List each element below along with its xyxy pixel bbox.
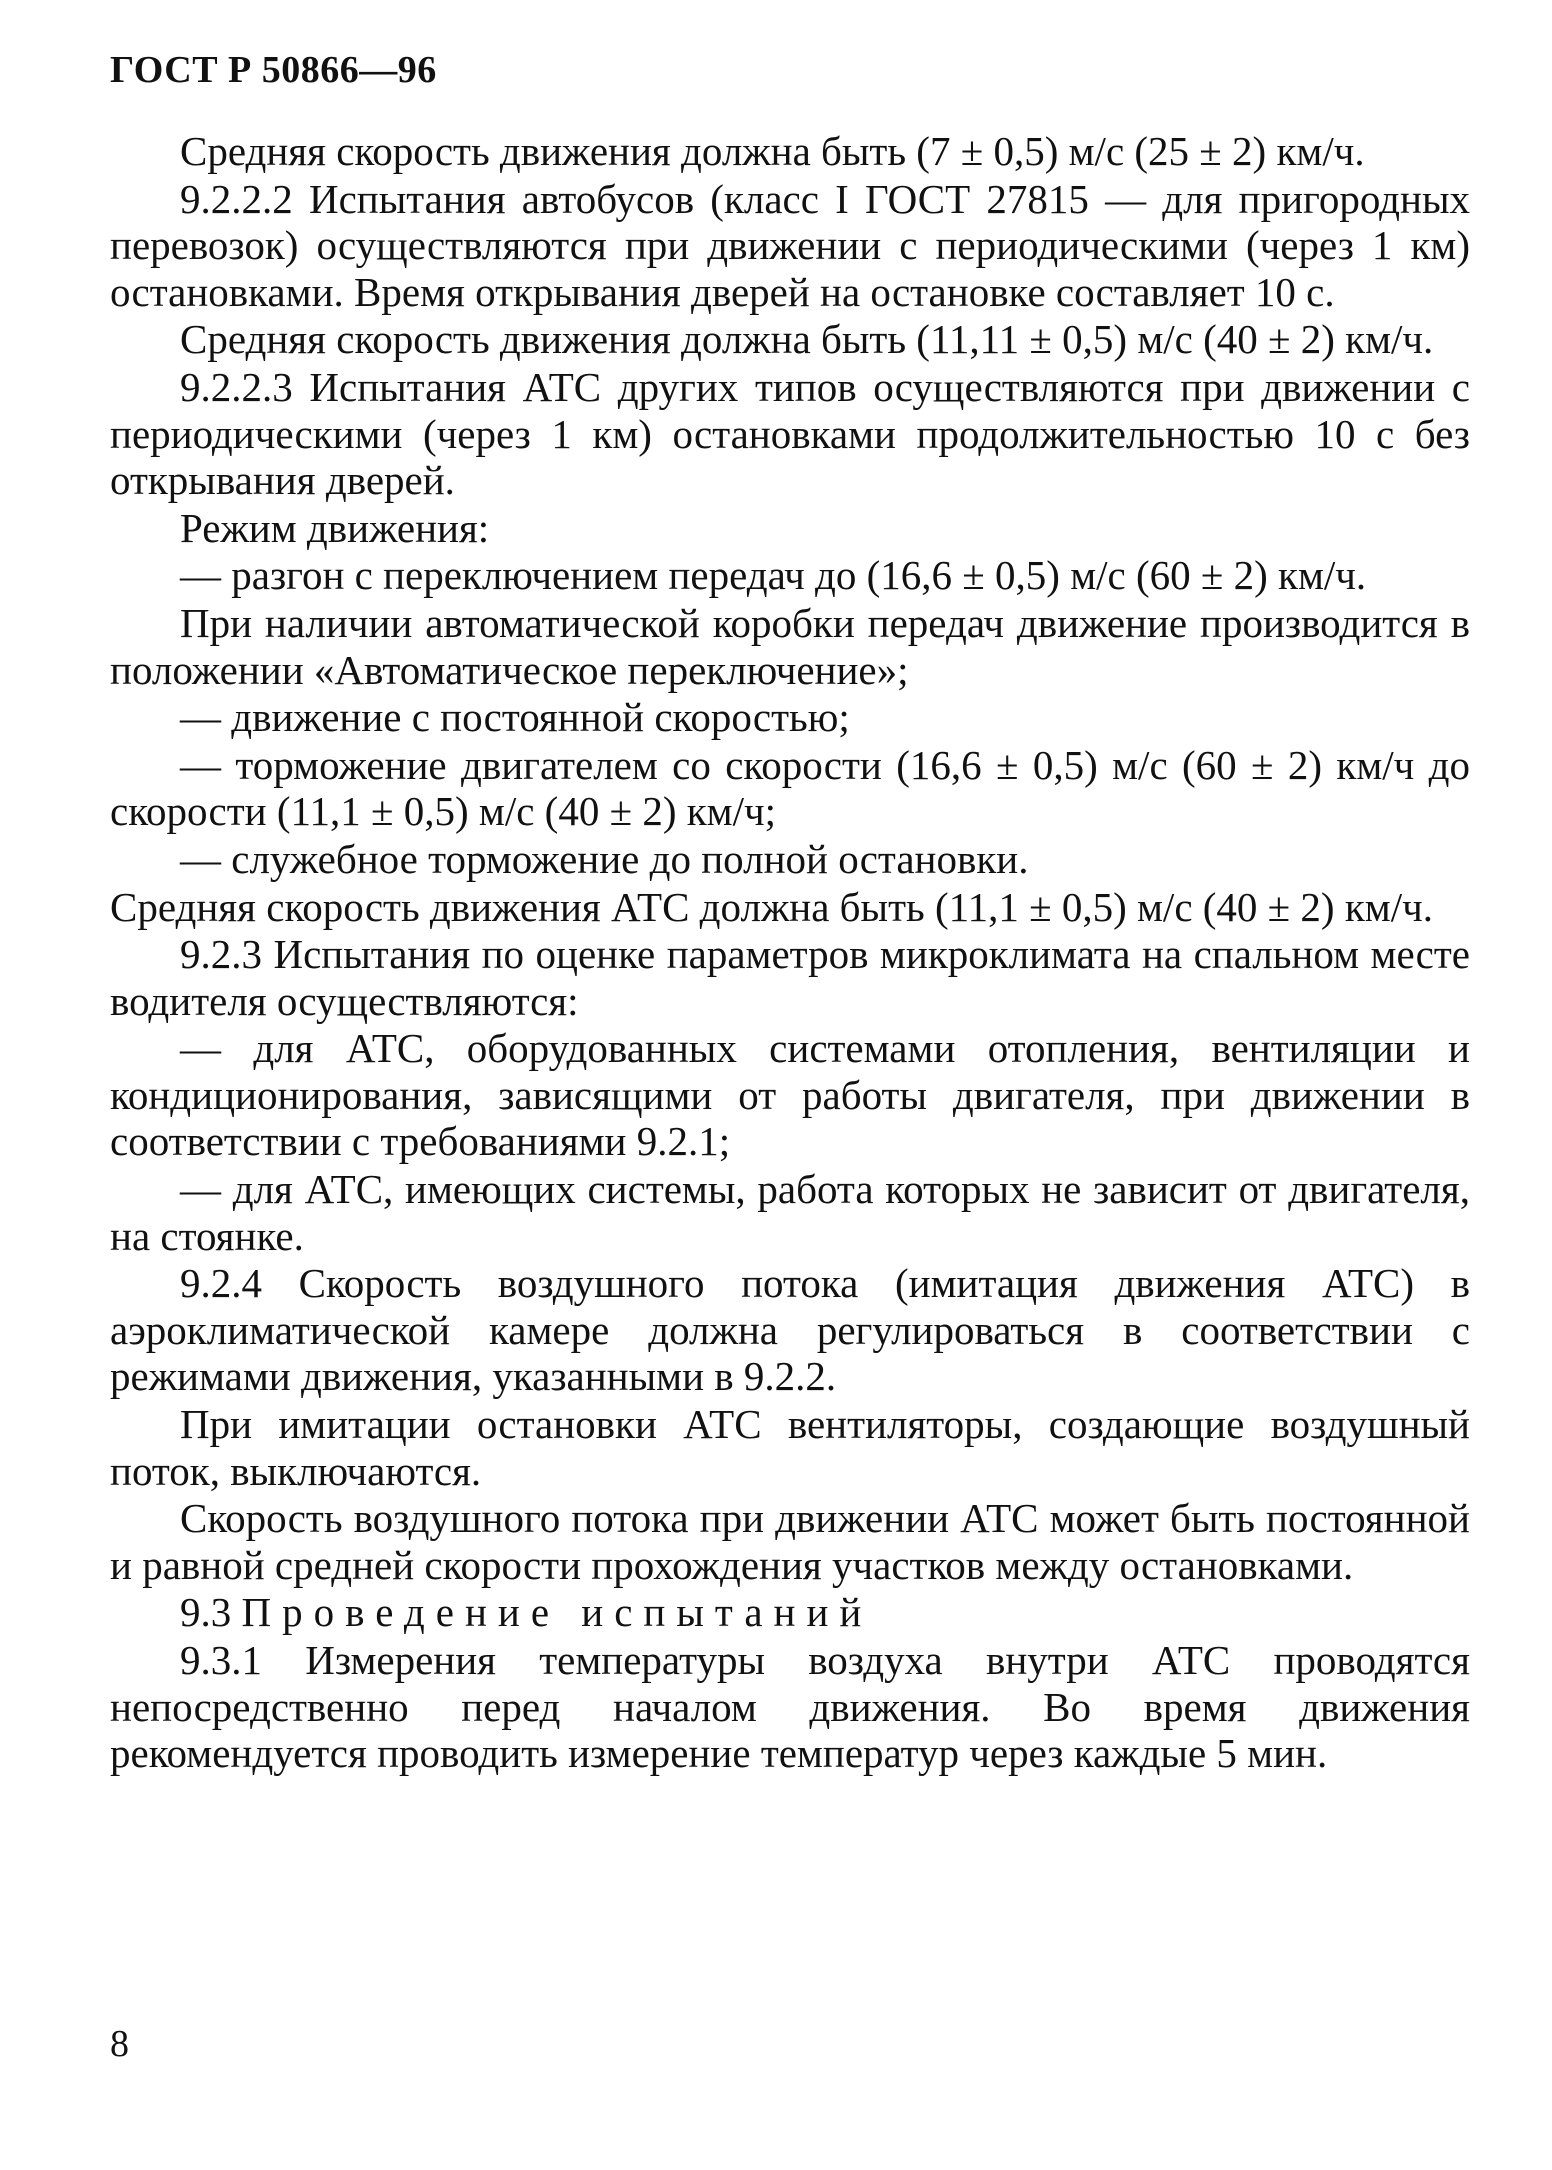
paragraph: Режим движения: <box>180 504 490 551</box>
paragraph: 9.2.2.2 Испытания автобусов (класс I ГОСТ 27815 — для пригородных перевозок) осуществляются при движении с периодическими (через 1 км) остановками. Время открывания дверей на остановке составляет 10 с. <box>110 175 1470 315</box>
list-item: — торможение двигателем со скорости (16,6 ± 0,5) м/с (60 ± 2) км/ч до скорости (11,1 ± 0,5) м/с (40 ± 2) км/ч; <box>110 741 1470 835</box>
section-heading <box>110 1589 1470 1636</box>
paragraph: Средняя скорость движения должна быть (11,11 ± 0,5) м/с (40 ± 2) км/ч. <box>180 316 1434 363</box>
paragraph: Скорость воздушного потока при движении АТС может быть постоянной и равной средней скорости прохождения участков между остановками. <box>110 1495 1470 1588</box>
section-title: Проведение испытаний <box>241 1589 873 1636</box>
paragraph: 9.2.3 Испытания по оценке параметров микроклимата на спальном месте водителя осуществляются: <box>110 931 1470 1024</box>
document-header: ГОСТ Р 50866—96 <box>110 49 437 91</box>
list-item: — разгон с переключением передач до (16,6 ± 0,5) м/с (60 ± 2) км/ч. <box>180 552 1367 599</box>
paragraph: При наличии автоматической коробки передач движение производится в положении «Автоматическое переключение»; <box>110 599 1470 693</box>
list-item: — для АТС, оборудованных системами отопления, вентиляции и кондиционирования, зависящими от работы двигателя, при движении в соответствии с требованиями 9.2.1; <box>110 1025 1470 1165</box>
paragraph: 9.3.1 Измерения температуры воздуха внутри АТС проводятся непосредственно перед началом движения. Во время движения рекомендуется проводить измерение температур через каждые 5 мин. <box>110 1637 1470 1777</box>
paragraph: Средняя скорость движения должна быть (7 ± 0,5) м/с (25 ± 2) км/ч. <box>180 128 1365 174</box>
list-item: — для АТС, имеющих системы, работа которых не зависит от двигателя, на стоянке. <box>110 1166 1470 1259</box>
page-number: 8 <box>110 2023 129 2065</box>
paragraph: При имитации остановки АТС вентиляторы, создающие воздушный поток, выключаются. <box>110 1401 1470 1494</box>
paragraph: Средняя скорость движения АТС должна быть (11,1 ± 0,5) м/с (40 ± 2) км/ч. <box>110 883 1433 930</box>
paragraph: 9.2.2.3 Испытания АТС других типов осуществляются при движении с периодическими (через 1 км) остановками продолжительностью 10 с без открывания дверей. <box>110 363 1470 504</box>
list-item: — служебное торможение до полной остановки. <box>180 835 1029 882</box>
document-body <box>110 128 1470 1778</box>
list-item: — движение с постоянной скоростью; <box>180 694 850 741</box>
paragraph: 9.2.4 Скорость воздушного потока (имитация движения АТС) в аэроклиматической камере должна регулироваться в соответствии с режимами движения, указанными в 9.2.2. <box>110 1260 1470 1400</box>
section-number: 9.3 <box>180 1589 232 1636</box>
